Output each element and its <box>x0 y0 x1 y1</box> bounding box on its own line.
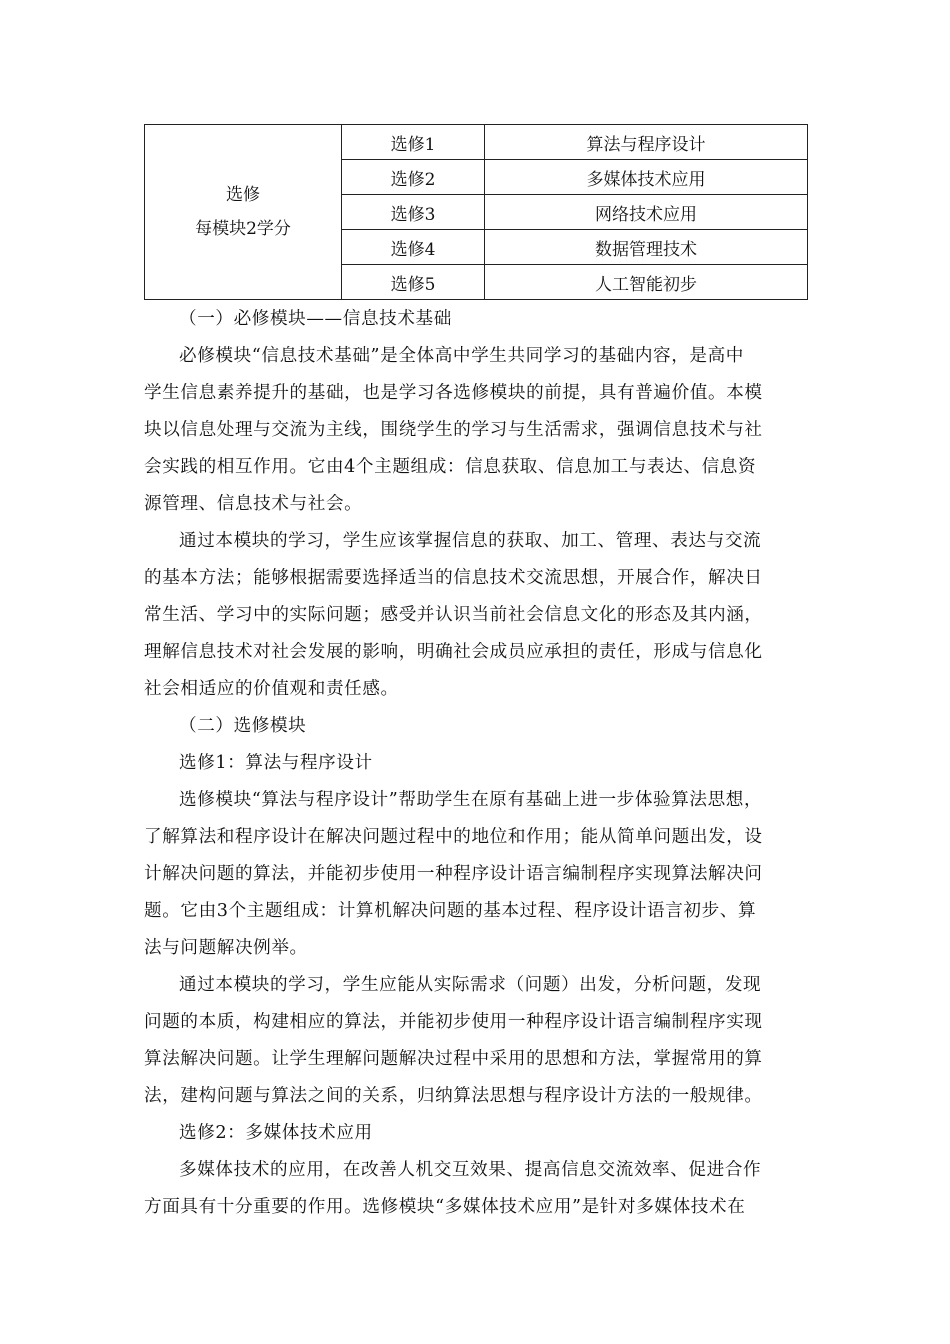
body-text <box>144 301 812 1226</box>
section-heading <box>144 301 812 338</box>
text-line: 算法解决问题。让学生理解问题解决过程中采用的思想和方法，掌握常用的算 <box>144 1049 763 1069</box>
text-line: 选修模块“算法与程序设计”帮助学生在原有基础上进一步体验算法思想， <box>179 790 763 810</box>
module-code: 选修1 <box>342 125 485 160</box>
text-line: 多媒体技术的应用，在改善人机交互效果、提高信息交流效率、促进合作 <box>179 1160 762 1180</box>
text-line: 的基本方法；能够根据需要选择适当的信息技术交流思想，开展合作，解决日 <box>144 568 763 588</box>
group-credit: 每模块2学分 <box>195 219 291 239</box>
paragraph <box>144 338 812 523</box>
text-line: 源管理、信息技术与社会。 <box>144 494 363 514</box>
paragraph <box>144 782 812 967</box>
text-line: 必修模块“信息技术基础”是全体高中学生共同学习的基础内容，是高中 <box>179 346 745 366</box>
text-line: （一）必修模块——信息技术基础 <box>179 309 452 329</box>
module-name: 数据管理技术 <box>485 230 808 265</box>
module-name: 人工智能初步 <box>485 265 808 300</box>
text-line: 题。它由3个主题组成：计算机解决问题的基本过程、程序设计语言初步、算 <box>144 901 757 921</box>
text-line: 常生活、学习中的实际问题；感受并认识当前社会信息文化的形态及其内涵， <box>144 605 763 625</box>
group-label: 选修 <box>226 185 260 205</box>
text-line: （二）选修模块 <box>179 716 307 736</box>
module-table <box>144 124 808 300</box>
table-row <box>145 125 808 160</box>
text-line: 法，建构问题与算法之间的关系，归纳算法思想与程序设计方法的一般规律。 <box>144 1086 763 1106</box>
text-line: 社会相适应的价值观和责任感。 <box>144 679 399 699</box>
module-name: 算法与程序设计 <box>485 125 808 160</box>
module-code: 选修3 <box>342 195 485 230</box>
text-line: 选修1：算法与程序设计 <box>179 753 373 773</box>
group-cell <box>145 125 342 300</box>
section-heading <box>144 745 812 782</box>
text-line: 方面具有十分重要的作用。选修模块“多媒体技术应用”是针对多媒体技术在 <box>144 1197 746 1217</box>
module-name: 网络技术应用 <box>485 195 808 230</box>
text-line: 通过本模块的学习，学生应能从实际需求（问题）出发，分析问题，发现 <box>179 975 762 995</box>
text-line: 法与问题解决例举。 <box>144 938 308 958</box>
section-heading <box>144 1115 812 1152</box>
text-line: 选修2：多媒体技术应用 <box>179 1123 373 1143</box>
section-heading <box>144 708 812 745</box>
module-name: 多媒体技术应用 <box>485 160 808 195</box>
text-line: 学生信息素养提升的基础，也是学习各选修模块的前提，具有普遍价值。本模 <box>144 383 763 403</box>
text-line: 会实践的相互作用。它由4个主题组成：信息获取、信息加工与表达、信息资 <box>144 457 757 477</box>
text-line: 了解算法和程序设计在解决问题过程中的地位和作用；能从简单问题出发，设 <box>144 827 763 847</box>
paragraph <box>144 967 812 1115</box>
paragraph <box>144 1152 812 1226</box>
text-line: 通过本模块的学习，学生应该掌握信息的获取、加工、管理、表达与交流 <box>179 531 762 551</box>
text-line: 理解信息技术对社会发展的影响，明确社会成员应承担的责任，形成与信息化 <box>144 642 763 662</box>
text-line: 计解决问题的算法，并能初步使用一种程序设计语言编制程序实现算法解决问 <box>144 864 763 884</box>
module-code: 选修4 <box>342 230 485 265</box>
module-code: 选修2 <box>342 160 485 195</box>
module-code: 选修5 <box>342 265 485 300</box>
paragraph <box>144 523 812 708</box>
text-line: 块以信息处理与交流为主线，围绕学生的学习与生活需求，强调信息技术与社 <box>144 420 763 440</box>
text-line: 问题的本质，构建相应的算法，并能初步使用一种程序设计语言编制程序实现 <box>144 1012 763 1032</box>
